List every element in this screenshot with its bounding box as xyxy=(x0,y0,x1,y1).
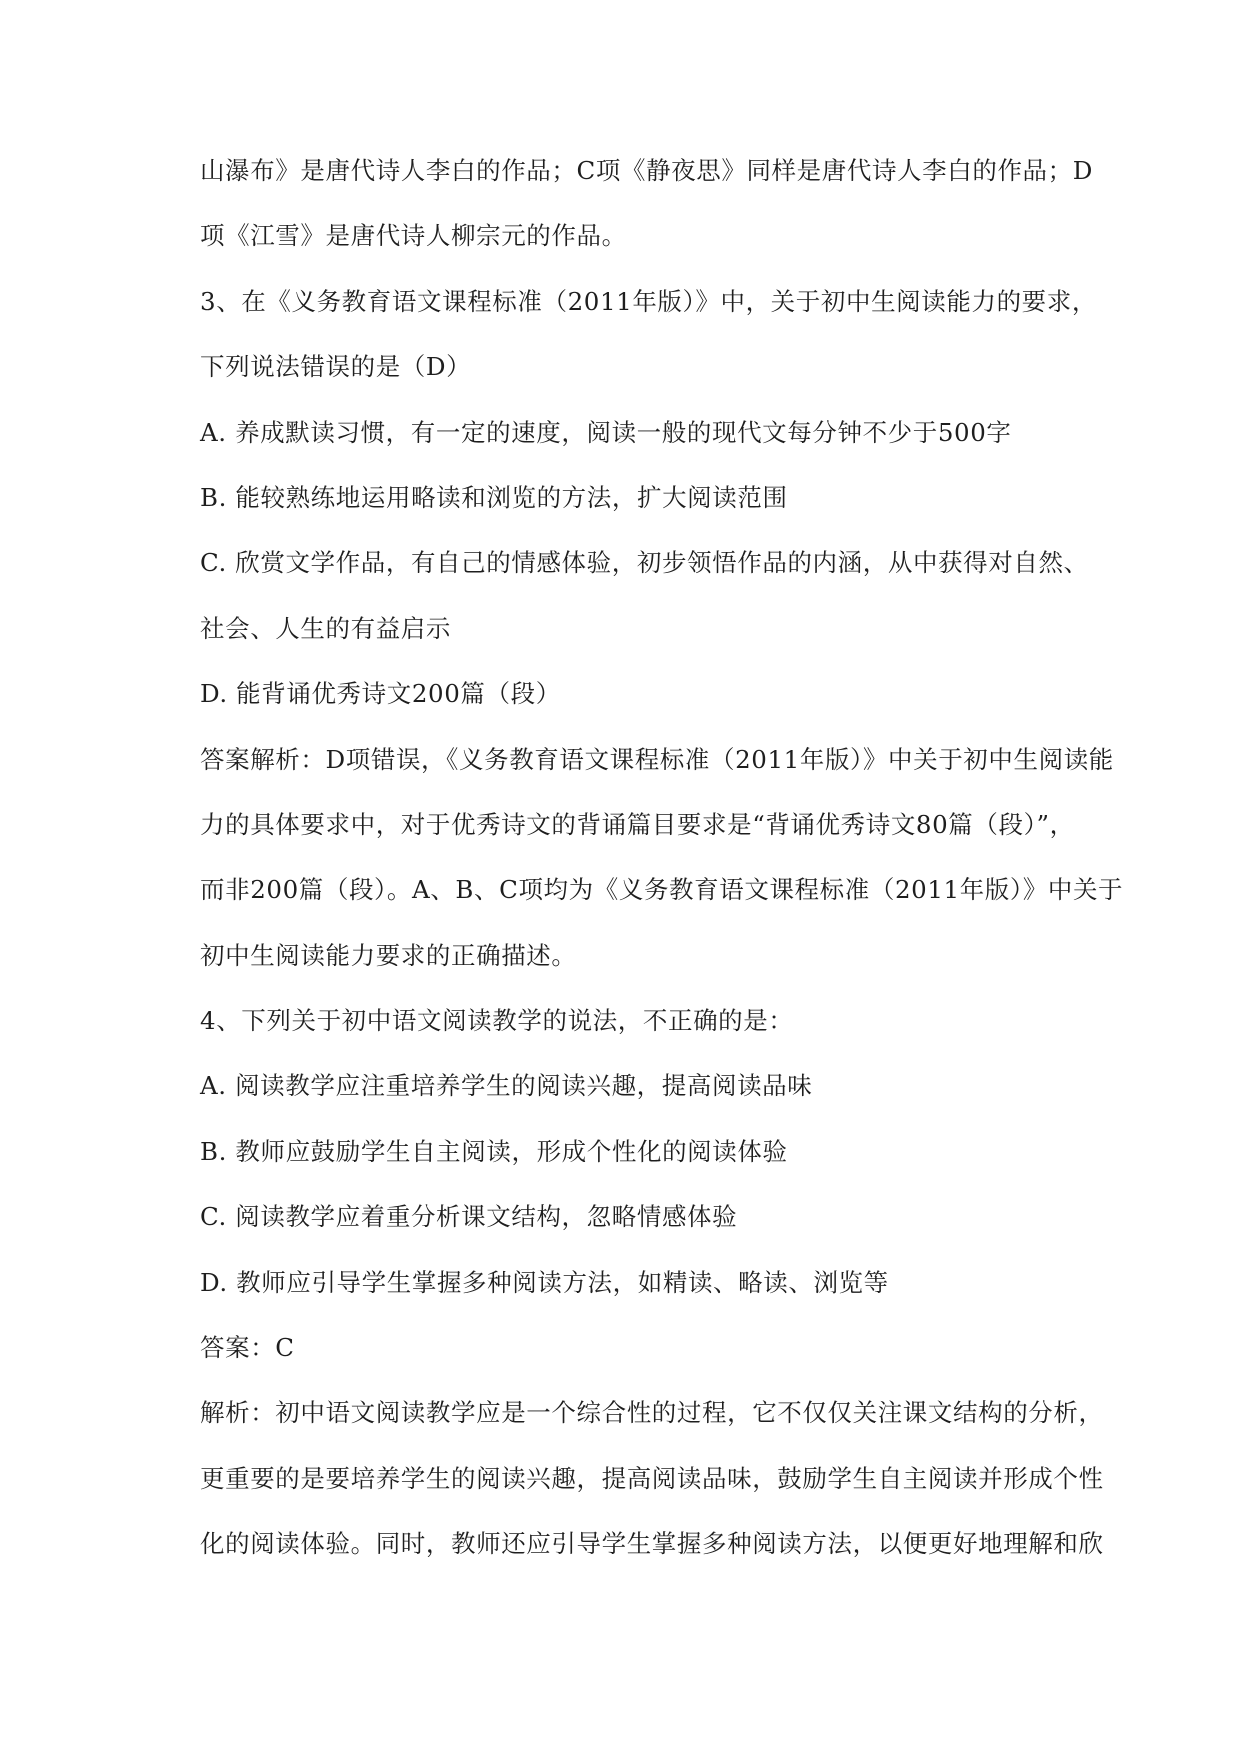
text-line: 山瀑布》是唐代诗人李白的作品；C项《静夜思》同样是唐代诗人李白的作品；D xyxy=(200,156,1093,185)
question-3-option-b: B. 能较熟练地运用略读和浏览的方法，扩大阅读范围 xyxy=(200,482,788,512)
text-line: 项《江雪》是唐代诗人柳宗元的作品。 xyxy=(200,221,627,251)
document-body xyxy=(200,138,1124,1577)
question-3-analysis: 答案解析：D项错误，《义务教育语文课程标准（2011年版）》中关于初中生阅读能 xyxy=(200,744,1114,774)
question-3-analysis-cont: 力的具体要求中，对于优秀诗文的背诵篇目要求是“背诵优秀诗文80篇（段）”， xyxy=(200,809,1075,839)
question-4-analysis: 解析：初中语文阅读教学应是一个综合性的过程，它不仅仅关注课文结构的分析， xyxy=(200,1398,1104,1428)
question-3-option-d: D. 能背诵优秀诗文200篇（段） xyxy=(200,679,561,709)
question-4-option-c: C. 阅读教学应着重分析课文结构，忽略情感体验 xyxy=(200,1202,738,1232)
question-4-stem: 4、下列关于初中语文阅读教学的说法，不正确的是： xyxy=(200,1006,794,1036)
question-4-option-b: B. 教师应鼓励学生自主阅读，形成个性化的阅读体验 xyxy=(200,1136,788,1166)
question-3-option-c-cont: 社会、人生的有益启示 xyxy=(200,613,451,643)
question-3-stem: 3、在《义务教育语文课程标准（2011年版）》中，关于初中生阅读能力的要求， xyxy=(200,286,1097,316)
question-4-analysis-cont: 化的阅读体验。同时，教师还应引导学生掌握多种阅读方法，以便更好地理解和欣 xyxy=(200,1529,1104,1559)
question-4-answer: 答案：C xyxy=(200,1333,295,1363)
question-4-analysis-cont: 更重要的是要培养学生的阅读兴趣，提高阅读品味，鼓励学生自主阅读并形成个性 xyxy=(200,1463,1104,1493)
question-3-option-c: C. 欣赏文学作品，有自己的情感体验，初步领悟作品的内涵，从中获得对自然、 xyxy=(200,548,1089,578)
question-3-stem-cont: 下列说法错误的是（D） xyxy=(200,352,472,382)
question-3-analysis-cont: 初中生阅读能力要求的正确描述。 xyxy=(200,940,577,970)
question-3-option-a: A. 养成默读习惯，有一定的速度，阅读一般的现代文每分钟不少于500字 xyxy=(200,417,1012,447)
question-4-option-d: D. 教师应引导学生掌握多种阅读方法，如精读、略读、浏览等 xyxy=(200,1267,889,1297)
question-3-analysis-cont: 而非200篇（段）。A、B、C项均为《义务教育语文课程标准（2011年版）》中关于 xyxy=(200,875,1124,905)
question-4-option-a: A. 阅读教学应注重培养学生的阅读兴趣，提高阅读品味 xyxy=(200,1071,813,1101)
